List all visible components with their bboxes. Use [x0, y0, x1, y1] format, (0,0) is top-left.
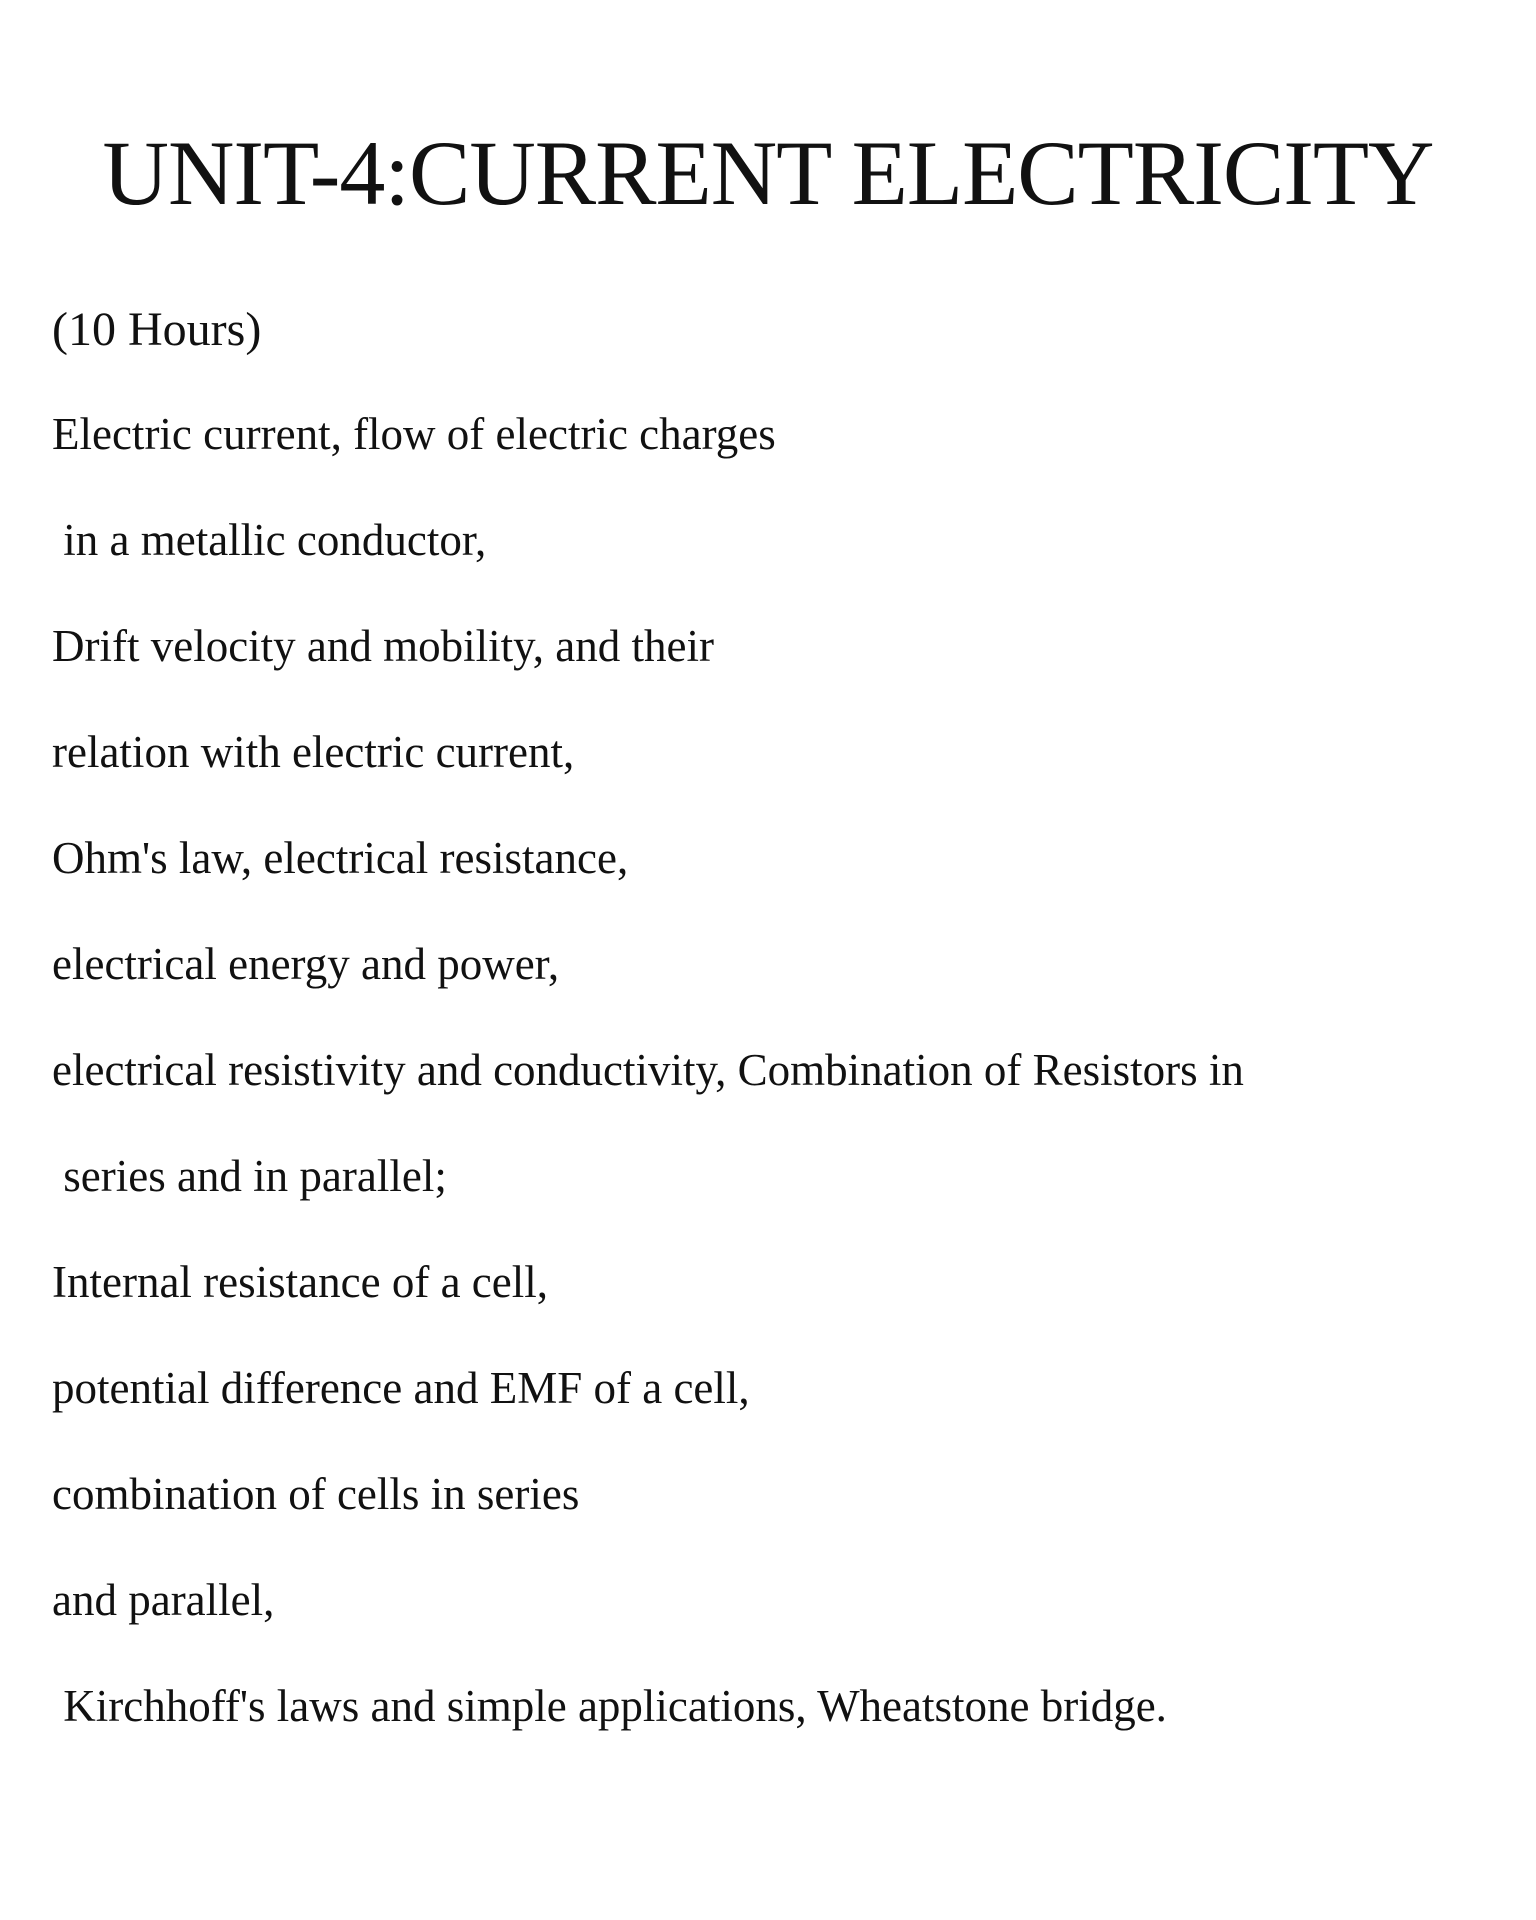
syllabus-line: Internal resistance of a cell, — [52, 1257, 548, 1307]
syllabus-line: Kirchhoff's laws and simple applications, Wheatstone bridge. — [52, 1681, 1167, 1731]
syllabus-line: series and in parallel; — [52, 1151, 447, 1201]
syllabus-line: and parallel, — [52, 1575, 275, 1625]
syllabus-line: relation with electric current, — [52, 727, 575, 777]
syllabus-line: combination of cells in series — [52, 1469, 580, 1519]
syllabus-line: Ohm's law, electrical resistance, — [52, 833, 629, 883]
syllabus-line: Drift velocity and mobility, and their — [52, 621, 714, 671]
syllabus-line: potential difference and EMF of a cell, — [52, 1363, 750, 1413]
syllabus-line: electrical resistivity and conductivity, Combination of Resistors in — [52, 1045, 1244, 1095]
syllabus-line: Electric current, flow of electric charges — [52, 409, 776, 459]
syllabus-line: in a metallic conductor, — [52, 515, 487, 565]
page-title: UNIT-4:CURRENT ELECTRICITY — [102, 122, 1434, 224]
hours-note: (10 Hours) — [52, 303, 262, 356]
syllabus-lines — [52, 402, 1512, 1780]
syllabus-line: electrical energy and power, — [52, 939, 560, 989]
